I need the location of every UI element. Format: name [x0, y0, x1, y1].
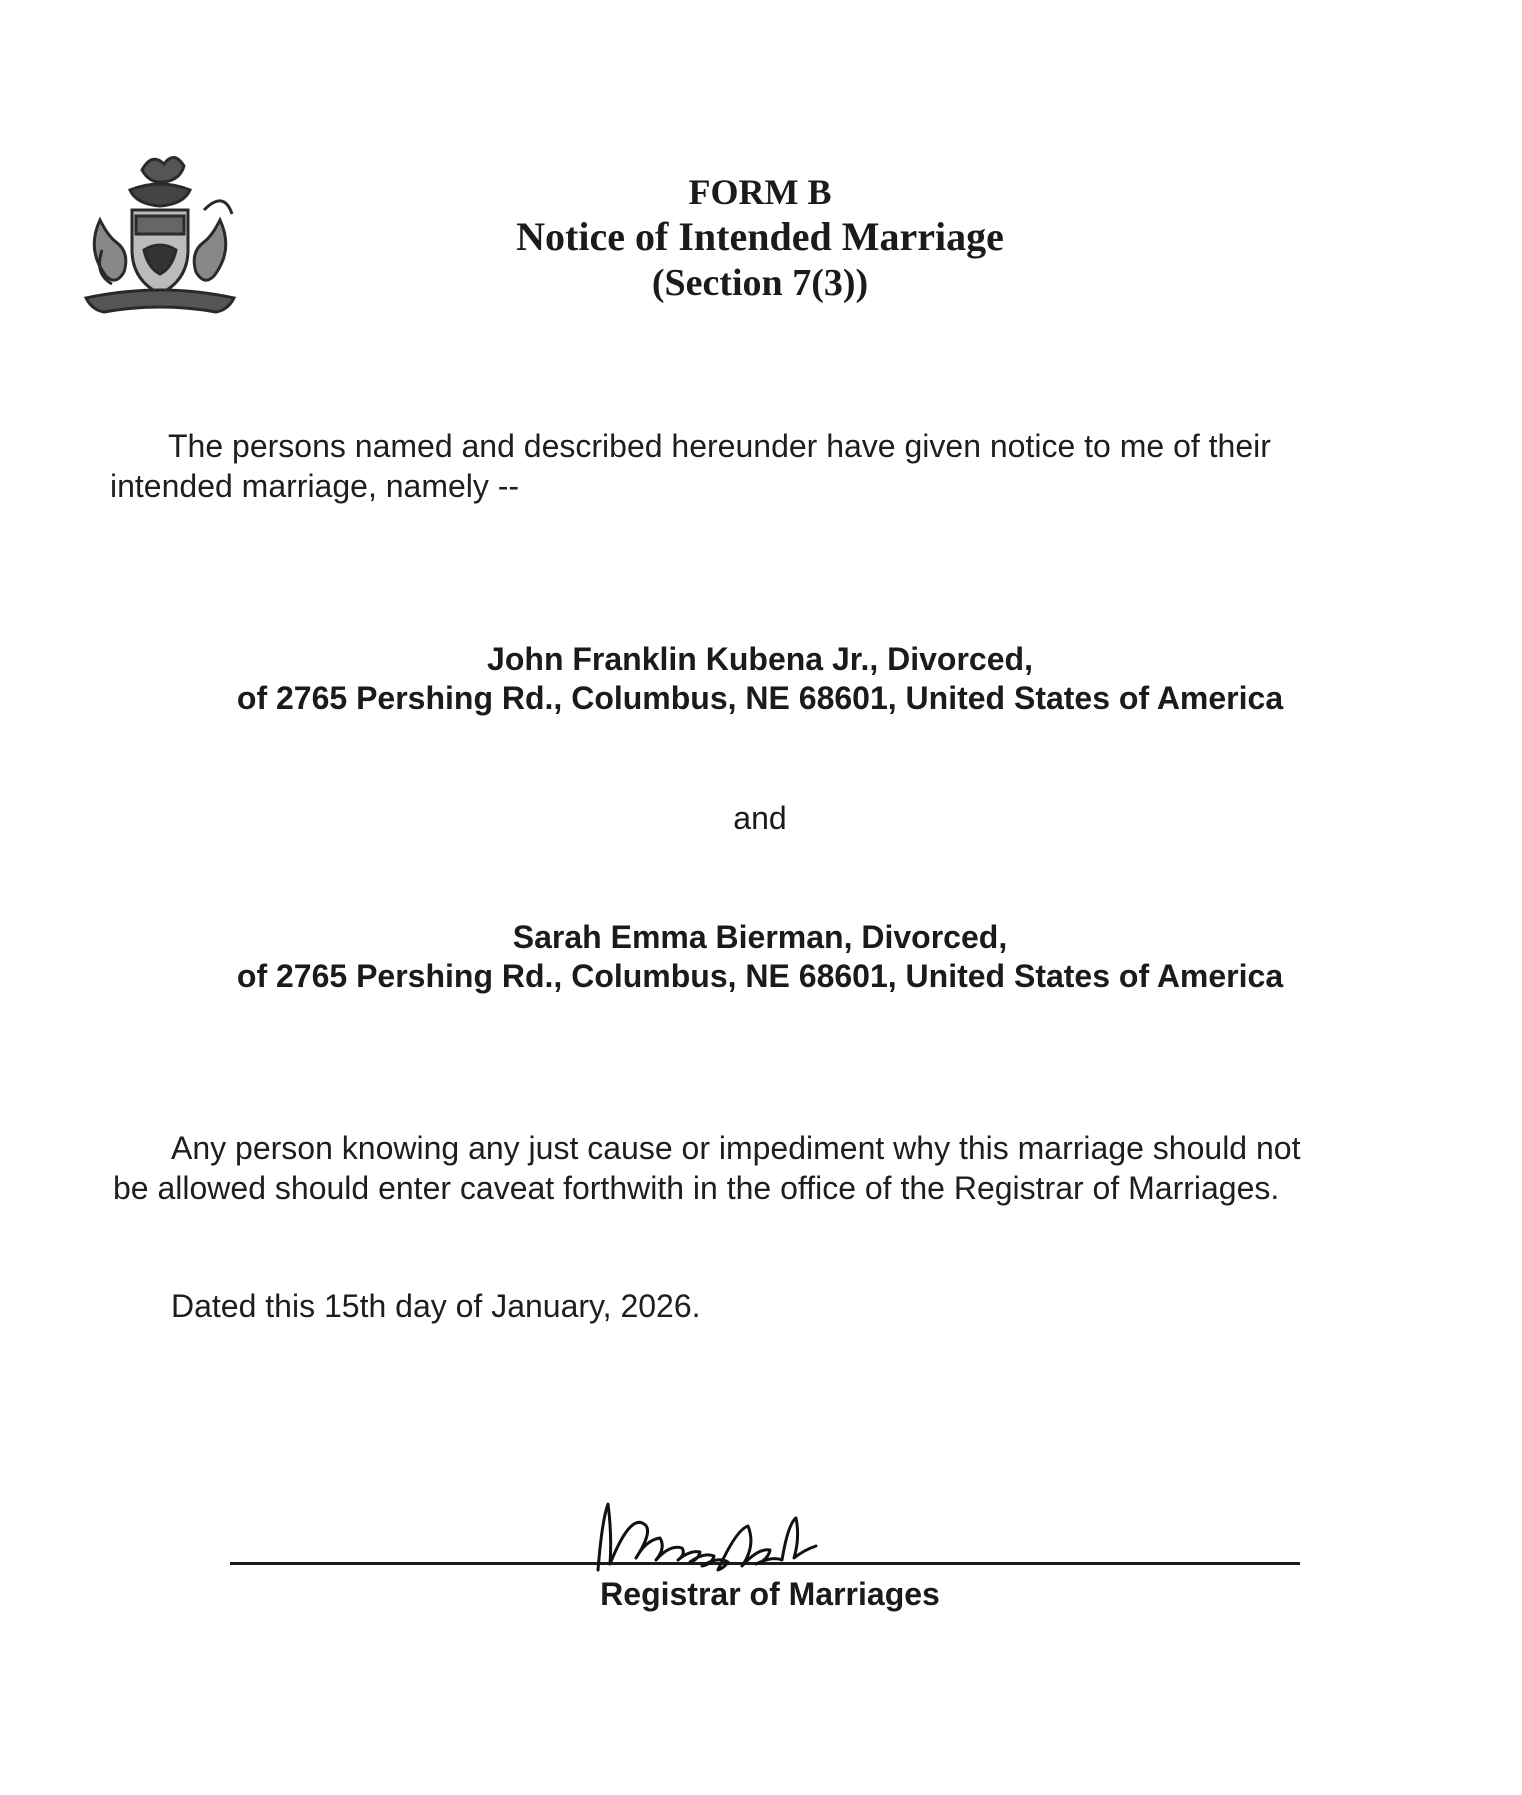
intro-line: intended marriage, namely -- [110, 468, 520, 504]
signature-caption: Registrar of Marriages [600, 1576, 940, 1612]
dated-line [113, 1286, 1313, 1326]
handwritten-signature [590, 1490, 930, 1580]
form-header [380, 170, 1140, 306]
conjunction: and [733, 800, 787, 836]
signature-block [230, 1490, 1310, 1610]
dated-text: Dated this 15th day of January, 2026. [171, 1288, 701, 1324]
intro-paragraph [110, 426, 1410, 506]
form-subtitle: Notice of Intended Marriage [516, 214, 1004, 259]
intro-line: The persons named and described hereunder have given notice to me of their [168, 428, 1271, 464]
party-address: of 2765 Pershing Rd., Columbus, NE 68601, United States of America [236, 680, 1284, 716]
caveat-line: Any person knowing any just cause or impediment why this marriage should not [171, 1130, 1301, 1166]
party-name: Sarah Emma Bierman, Divorced, [512, 919, 1008, 955]
caveat-line: be allowed should enter caveat forthwith in the office of the Registrar of Marriages. [113, 1170, 1280, 1206]
caveat-paragraph [113, 1128, 1423, 1208]
party-address: of 2765 Pershing Rd., Columbus, NE 68601, United States of America [236, 958, 1284, 994]
party-name: John Franklin Kubena Jr., Divorced, [487, 641, 1033, 677]
party-bride [160, 918, 1360, 996]
form-section-reference: (Section 7(3)) [651, 262, 869, 304]
coat-of-arms-icon [80, 150, 240, 325]
form-title: FORM B [688, 172, 832, 212]
party-groom [160, 640, 1360, 718]
